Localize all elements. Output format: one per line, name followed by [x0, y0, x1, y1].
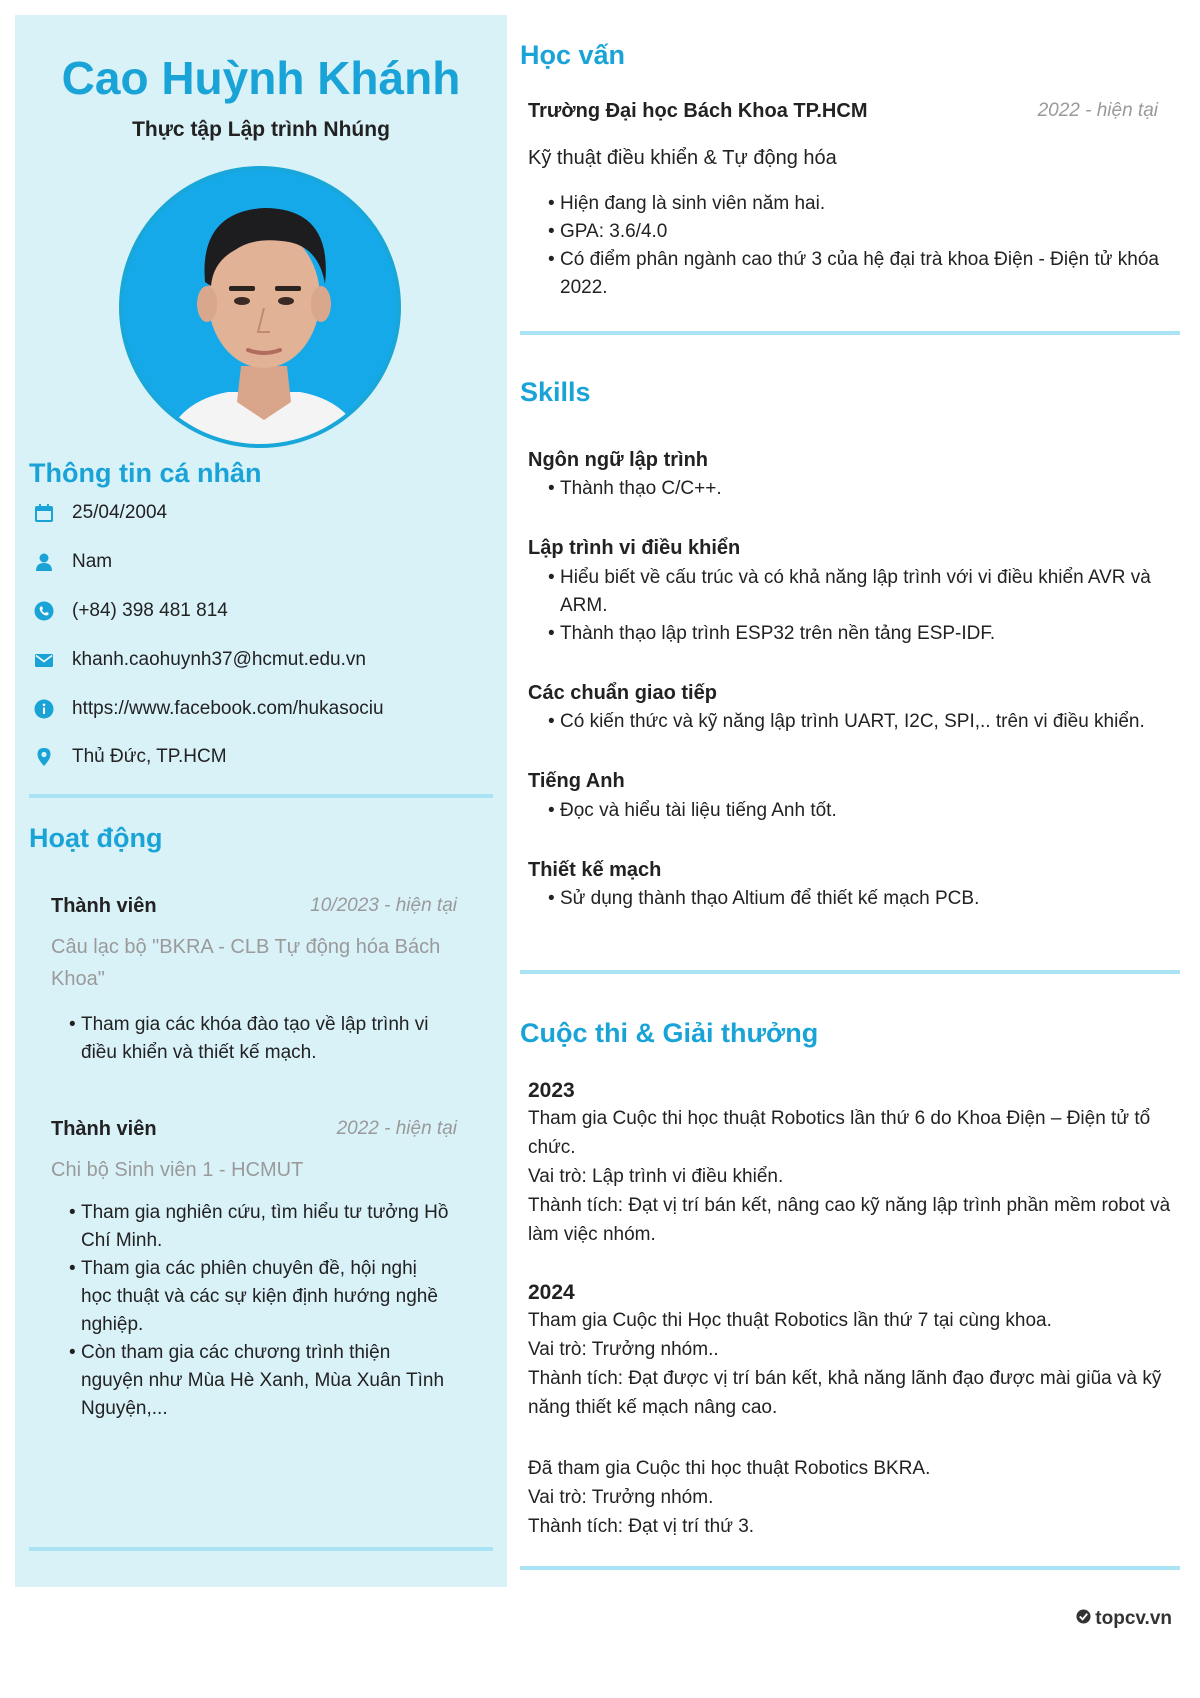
- footer-brand-text: topcv.vn: [1095, 1608, 1172, 1629]
- activity-org: Chi bộ Sinh viên 1 - HCMUT: [51, 1159, 304, 1181]
- award-line: Vai trò: Trưởng nhóm.: [528, 1487, 714, 1508]
- activities-title: Hoạt động: [29, 823, 163, 853]
- skill-name: Lập trình vi điều khiển: [528, 537, 741, 559]
- birthday-row: [33, 502, 167, 524]
- phone-row: [33, 600, 228, 622]
- award-block: [528, 1104, 1178, 1249]
- award-year: 2023: [528, 1079, 575, 1102]
- award-block: [528, 1306, 1178, 1422]
- award-line: Thành tích: Đạt vị trí bán kết, nâng cao kỹ năng lập trình phần mềm robot và làm việc nhóm.: [528, 1195, 1171, 1245]
- personal-info-title: Thông tin cá nhân: [29, 458, 262, 488]
- award-line: Vai trò: Trưởng nhóm..: [528, 1339, 719, 1360]
- award-line: Thành tích: Đạt vị trí thứ 3.: [528, 1516, 755, 1537]
- activity-role: Thành viên: [51, 1118, 157, 1140]
- award-line: Tham gia Cuộc thi học thuật Robotics lần thứ 6 do Khoa Điện – Điện tử tổ chức.: [528, 1108, 1151, 1158]
- skill-bullets: [548, 475, 1178, 503]
- list-item: • Tham gia các khóa đào tạo về lập trình vi điều khiển và thiết kế mạch.: [69, 1011, 464, 1067]
- activity-bullets: [69, 1199, 449, 1423]
- skill-bullets: [548, 797, 1178, 825]
- skill-bullets: [548, 708, 1178, 736]
- activity-date: 10/2023 - hiện tại: [310, 895, 457, 916]
- award-line: Thành tích: Đạt được vị trí bán kết, khả năng lãnh đạo được mài giũa và kỹ năng thiết kế mạch nâng cao.: [528, 1368, 1162, 1418]
- job-title: Thực tập Lập trình Nhúng: [132, 118, 390, 141]
- footer-brand[interactable]: [1076, 1608, 1172, 1630]
- email-icon: [33, 649, 55, 671]
- info-icon: [33, 698, 55, 720]
- activity-bullets: [69, 1011, 464, 1067]
- skill-name: Các chuẩn giao tiếp: [528, 682, 717, 704]
- list-item: • Có kiến thức và kỹ năng lập trình UART, I2C, SPI,.. trên vi điều khiển.: [548, 708, 1178, 736]
- skill-name: Ngôn ngữ lập trình: [528, 449, 709, 471]
- sidebar: [15, 15, 507, 1587]
- website-row: [33, 698, 384, 720]
- award-year: 2024: [528, 1281, 575, 1304]
- candidate-name: Cao Huỳnh Khánh: [61, 52, 461, 104]
- list-item: • Đọc và hiểu tài liệu tiếng Anh tốt.: [548, 797, 1178, 825]
- phone-icon: [33, 600, 55, 622]
- school-name: Trường Đại học Bách Khoa TP.HCM: [528, 100, 868, 122]
- location-row: [33, 746, 227, 768]
- avatar-photo: [123, 170, 401, 448]
- avatar: [119, 166, 401, 448]
- award-block: [528, 1454, 1178, 1541]
- skill-bullets: [548, 564, 1158, 648]
- location-text: Thủ Đức, TP.HCM: [72, 746, 227, 767]
- awards-title: Cuộc thi & Giải thưởng: [520, 1018, 819, 1048]
- education-bullets: [548, 190, 1178, 302]
- email-row: [33, 649, 366, 671]
- list-item: • Thành thạo lập trình ESP32 trên nền tảng ESP-IDF.: [548, 620, 1158, 648]
- skills-title: Skills: [520, 377, 591, 407]
- list-item: • Tham gia nghiên cứu, tìm hiểu tư tưởng Hồ Chí Minh.: [69, 1199, 449, 1255]
- birthday-text: 25/04/2004: [72, 502, 168, 523]
- phone-text: (+84) 398 481 814: [72, 600, 228, 621]
- section-divider: [520, 331, 1180, 335]
- user-icon: [33, 551, 55, 573]
- activity-role: Thành viên: [51, 895, 157, 917]
- list-item: • Sử dụng thành thạo Altium để thiết kế mạch PCB.: [548, 885, 1178, 913]
- education-title: Học vấn: [520, 40, 626, 70]
- section-divider: [520, 1566, 1180, 1570]
- sidebar-divider: [29, 794, 493, 798]
- skill-bullets: [548, 885, 1178, 913]
- award-line: Vai trò: Lập trình vi điều khiển.: [528, 1166, 784, 1187]
- list-item: • Có điểm phân ngành cao thứ 3 của hệ đại trà khoa Điện - Điện tử khóa 2022.: [548, 246, 1178, 302]
- topcv-logo-icon: [1076, 1608, 1091, 1630]
- major: Kỹ thuật điều khiển & Tự động hóa: [528, 147, 837, 169]
- calendar-icon: [33, 502, 55, 524]
- sidebar-divider: [29, 1547, 493, 1551]
- list-item: • Thành thạo C/C++.: [548, 475, 1178, 503]
- gender-text: Nam: [72, 551, 113, 572]
- skill-name: Tiếng Anh: [528, 770, 625, 792]
- email-text[interactable]: khanh.caohuynh37@hcmut.edu.vn: [72, 649, 366, 670]
- website-link[interactable]: https://www.facebook.com/hukasociu: [72, 698, 384, 719]
- award-line: Đã tham gia Cuộc thi học thuật Robotics BKRA.: [528, 1458, 931, 1479]
- list-item: • Hiểu biết về cấu trúc và có khả năng lập trình với vi điều khiển AVR và ARM.: [548, 564, 1158, 620]
- section-divider: [520, 970, 1180, 974]
- skill-name: Thiết kế mạch: [528, 859, 662, 881]
- activity-date: 2022 - hiện tại: [336, 1118, 457, 1139]
- list-item: • GPA: 3.6/4.0: [548, 218, 1178, 246]
- activity-org: Câu lạc bộ "BKRA - CLB Tự động hóa Bách Khoa": [51, 936, 441, 990]
- education-date: 2022 - hiện tại: [1037, 100, 1158, 121]
- gender-row: [33, 551, 112, 573]
- list-item: • Còn tham gia các chương trình thiện nguyện như Mùa Hè Xanh, Mùa Xuân Tình Nguyện,...: [69, 1339, 449, 1423]
- location-icon: [33, 746, 55, 768]
- award-line: Tham gia Cuộc thi Học thuật Robotics lần thứ 7 tại cùng khoa.: [528, 1310, 1052, 1331]
- list-item: • Tham gia các phiên chuyên đề, hội nghị học thuật và các sự kiện định hướng nghề nghiệp.: [69, 1255, 449, 1339]
- list-item: • Hiện đang là sinh viên năm hai.: [548, 190, 1178, 218]
